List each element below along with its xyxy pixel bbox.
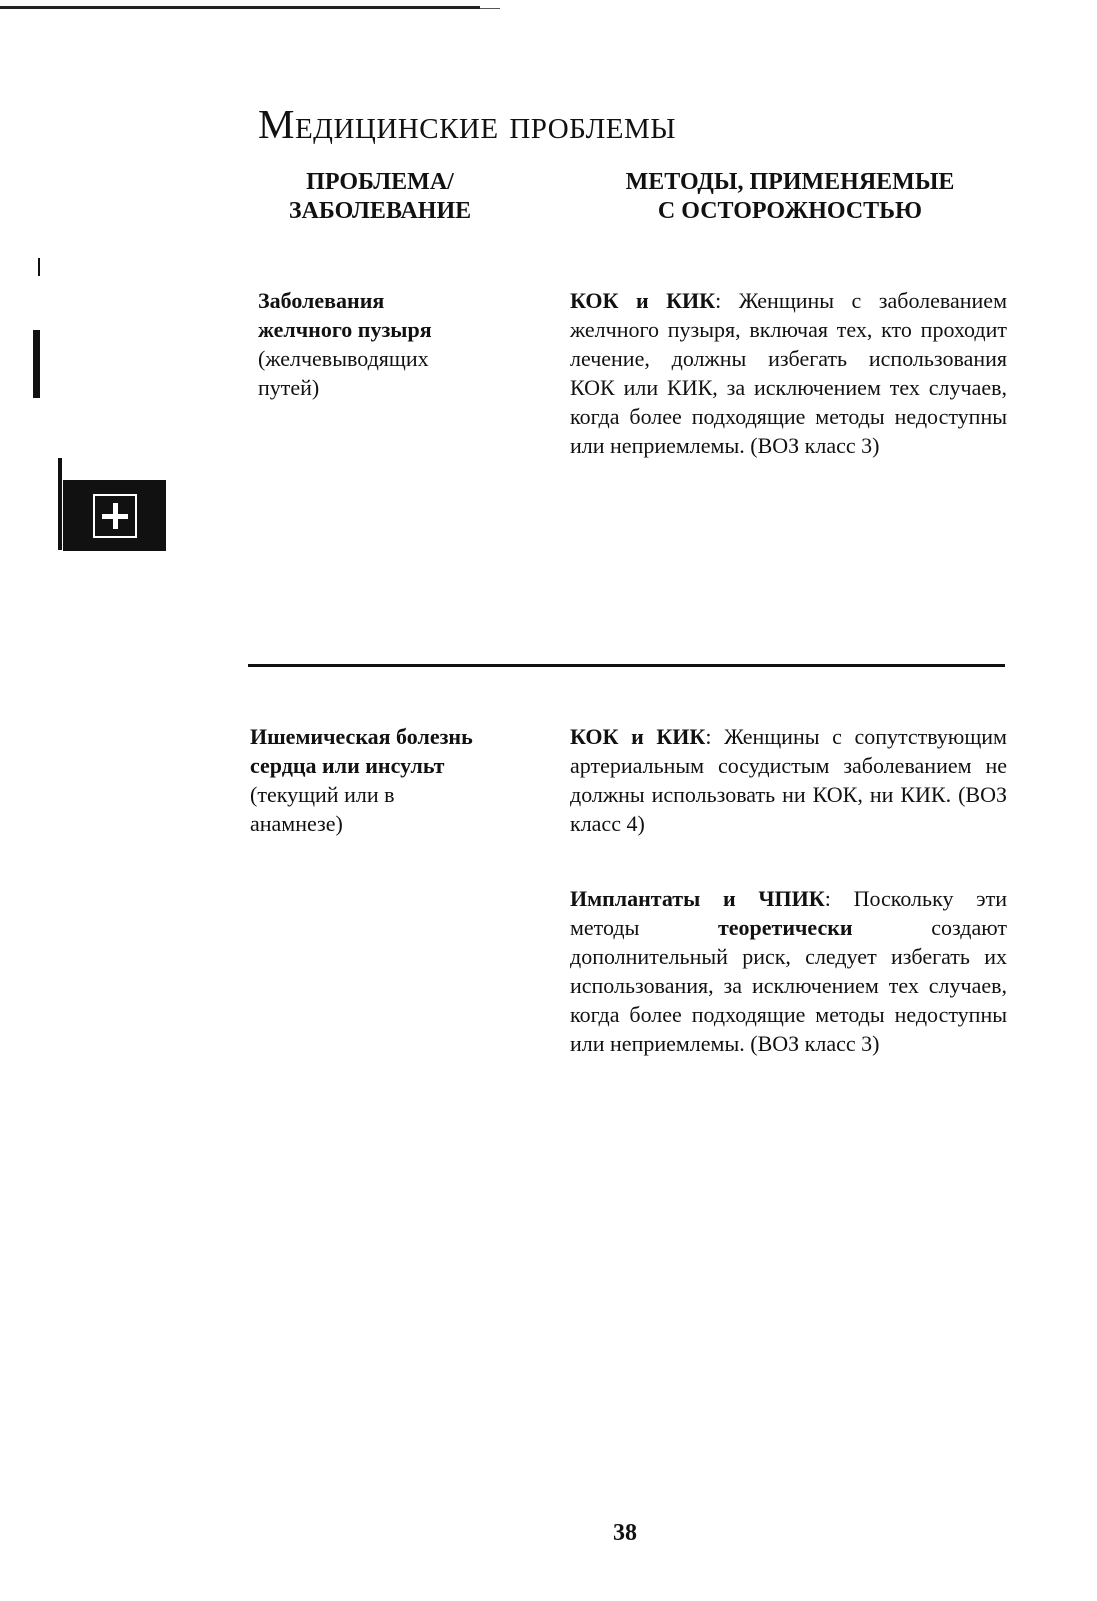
method-label: Имплантаты и ЧПИК (570, 886, 825, 911)
margin-bar-thin (58, 458, 62, 550)
method-text: : Женщины с заболеванием желчного пузыря, включая тех, кто проходит лечение, должны избегать использования КОК или КИК, за исключением тех случаев, когда более подходящие методы недоступны или неприемлемы. (ВОЗ класс 3) (570, 288, 1007, 458)
method-label: КОК и КИК (570, 288, 716, 313)
column-header-problem-line1: ПРОБЛЕМА/ (306, 169, 454, 195)
problem-title-2: сердца или инсульт (250, 753, 445, 778)
problem-subtitle-2: анамнезе) (250, 811, 343, 836)
method-text-b: создают дополнительный риск, следует избегать их использования, за исключением тех случаев, когда более подходящие методы недоступны или неприемлемы. (ВОЗ класс 3) (570, 915, 1007, 1056)
method-text-a: : Поскольку эти методы (570, 886, 1007, 940)
scan-top-rule (0, 6, 480, 9)
column-header-methods-line2: С ОСТОРОЖНОСТЬЮ (657, 198, 923, 224)
problem-title-2: желчного пузыря (258, 317, 432, 342)
problem-subtitle-1: (желчевыводящих (258, 346, 429, 371)
page-title: Медицинские проблемы (258, 101, 677, 147)
method-label: КОК и КИК (570, 724, 706, 749)
problem-subtitle-2: путей) (258, 375, 320, 400)
row-divider (248, 664, 1005, 667)
medical-cross-icon (63, 480, 166, 551)
method-coc-cic-gallbladder (570, 286, 1007, 460)
scan-mark (38, 258, 40, 276)
method-text: : Женщины с сопутствующим артериальным сосудистым заболеванием не должны использовать ни КОК, ни КИК. (ВОЗ класс 4) (570, 724, 1007, 836)
method-emphasis: теоретически (717, 915, 853, 940)
column-header-problem (262, 168, 498, 226)
method-implants-pop-ischemic (570, 884, 1007, 1058)
column-header-methods (575, 168, 1005, 226)
plus-icon (93, 494, 137, 538)
problem-ischemic-heart-disease (250, 722, 520, 838)
column-header-methods-line1: МЕТОДЫ, ПРИМЕНЯЕМЫЕ (625, 169, 955, 195)
margin-bar (33, 330, 40, 398)
scan-top-rule-tail (480, 8, 500, 9)
problem-subtitle-1: (текущий или в (250, 782, 395, 807)
problem-gallbladder (258, 286, 528, 402)
problem-title-1: Заболевания (258, 288, 385, 313)
column-header-problem-line2: ЗАБОЛЕВАНИЕ (288, 198, 472, 224)
method-coc-cic-ischemic (570, 722, 1007, 838)
page-number: 38 (613, 1520, 637, 1546)
problem-title-1: Ишемическая болезнь (250, 724, 473, 749)
